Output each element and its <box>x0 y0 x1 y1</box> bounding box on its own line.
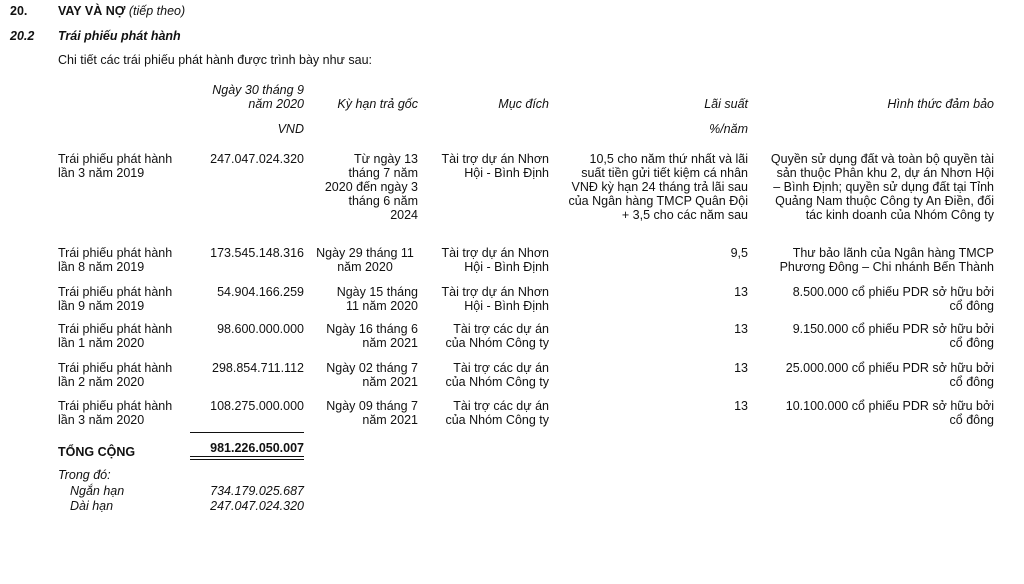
intro-text: Chi tiết các trái phiếu phát hành được trình bày như sau: <box>58 53 373 67</box>
breakdown-long-amount: 247.047.024.320 <box>210 499 304 513</box>
section-number: 20. <box>10 4 28 18</box>
row-1-amount: 247.047.024.320 <box>210 152 304 166</box>
header-purpose: Mục đích <box>498 97 549 111</box>
row-2-collateral: Thư bảo lãnh của Ngân hàng TMCP Phương Đông – Chi nhánh Bến Thành <box>779 246 994 274</box>
header-rate-unit: %/năm <box>709 122 748 136</box>
row-2-rate: 9,5 <box>730 246 748 260</box>
row-1-rate: 10,5 cho năm thứ nhất và lãi suất tiền gửi tiết kiệm cá nhân VNĐ kỳ hạn 24 tháng trả lãi sau của Ngân hàng TMCP Quân Đội + 3,5 cho các năm sau <box>568 152 748 222</box>
subsection-title: Trái phiếu phát hành <box>58 29 181 43</box>
row-3-rate: 13 <box>734 285 748 299</box>
header-rate: Lãi suất <box>704 97 748 111</box>
row-6-name: Trái phiếu phát hành lần 3 năm 2020 <box>58 399 173 427</box>
row-6-collateral: 10.100.000 cổ phiếu PDR sở hữu bởi cổ đông <box>785 399 994 427</box>
row-1-purpose: Tài trợ dự án Nhơn Hội - Bình Định <box>441 152 549 180</box>
total-amount: 981.226.050.007 <box>210 441 304 455</box>
row-1-term: Từ ngày 13 tháng 7 năm 2020 đến ngày 3 tháng 6 năm 2024 <box>324 152 418 222</box>
breakdown-short-amount: 734.179.025.687 <box>210 484 304 498</box>
subsection-number: 20.2 <box>10 29 35 43</box>
row-3-amount: 54.904.166.259 <box>217 285 304 299</box>
total-label: TỔNG CỘNG <box>58 445 136 459</box>
section-title <box>58 4 185 18</box>
header-amount-unit: VND <box>277 122 304 136</box>
row-5-term: Ngày 02 tháng 7 năm 2021 <box>326 361 418 389</box>
row-6-term: Ngày 09 tháng 7 năm 2021 <box>326 399 418 427</box>
row-2-name: Trái phiếu phát hành lần 8 năm 2019 <box>58 246 173 274</box>
row-4-term: Ngày 16 tháng 6 năm 2021 <box>326 322 418 350</box>
breakdown-label: Trong đó: <box>58 468 111 482</box>
row-3-term: Ngày 15 tháng 11 năm 2020 <box>336 285 418 313</box>
header-amount: Ngày 30 tháng 9 năm 2020 <box>212 83 304 111</box>
total-top-rule <box>190 432 304 433</box>
row-5-purpose: Tài trợ các dự án của Nhóm Công ty <box>445 361 549 389</box>
row-1-name: Trái phiếu phát hành lần 3 năm 2019 <box>58 152 173 180</box>
row-4-rate: 13 <box>734 322 748 336</box>
row-2-term: Ngày 29 tháng 11 năm 2020 <box>316 246 414 274</box>
header-term: Kỳ hạn trả gốc <box>337 97 418 111</box>
row-4-purpose: Tài trợ các dự án của Nhóm Công ty <box>445 322 549 350</box>
row-4-amount: 98.600.000.000 <box>217 322 304 336</box>
row-5-collateral: 25.000.000 cổ phiếu PDR sở hữu bởi cổ đông <box>785 361 994 389</box>
section-title-text: VAY VÀ NỢ <box>58 4 126 18</box>
row-6-rate: 13 <box>734 399 748 413</box>
row-3-collateral: 8.500.000 cổ phiếu PDR sở hữu bởi cổ đông <box>792 285 994 313</box>
breakdown-short-label: Ngắn hạn <box>70 484 125 498</box>
section-title-suffix: (tiếp theo) <box>128 4 186 18</box>
row-2-purpose: Tài trợ dự án Nhơn Hội - Bình Định <box>441 246 549 274</box>
row-6-purpose: Tài trợ các dự án của Nhóm Công ty <box>445 399 549 427</box>
row-5-name: Trái phiếu phát hành lần 2 năm 2020 <box>58 361 173 389</box>
row-4-name: Trái phiếu phát hành lần 1 năm 2020 <box>58 322 173 350</box>
row-3-purpose: Tài trợ dự án Nhơn Hội - Bình Định <box>441 285 549 313</box>
breakdown-long-label: Dài hạn <box>70 499 114 513</box>
row-5-rate: 13 <box>734 361 748 375</box>
row-2-amount: 173.545.148.316 <box>210 246 304 260</box>
total-bottom-rule <box>190 456 304 460</box>
row-1-collateral: Quyền sử dụng đất và toàn bộ quyền tài sản thuộc Phân khu 2, dự án Nhơn Hội – Bình Định; quyền sử dụng đất tại Tỉnh Quảng Nam thuộc Công ty An Điền, đối tác kinh doanh của Nhóm Công ty <box>770 152 994 222</box>
row-4-collateral: 9.150.000 cổ phiếu PDR sở hữu bởi cổ đông <box>792 322 994 350</box>
row-5-amount: 298.854.711.112 <box>212 361 304 375</box>
header-collateral: Hình thức đảm bảo <box>887 97 994 111</box>
row-6-amount: 108.275.000.000 <box>210 399 304 413</box>
row-3-name: Trái phiếu phát hành lần 9 năm 2019 <box>58 285 173 313</box>
